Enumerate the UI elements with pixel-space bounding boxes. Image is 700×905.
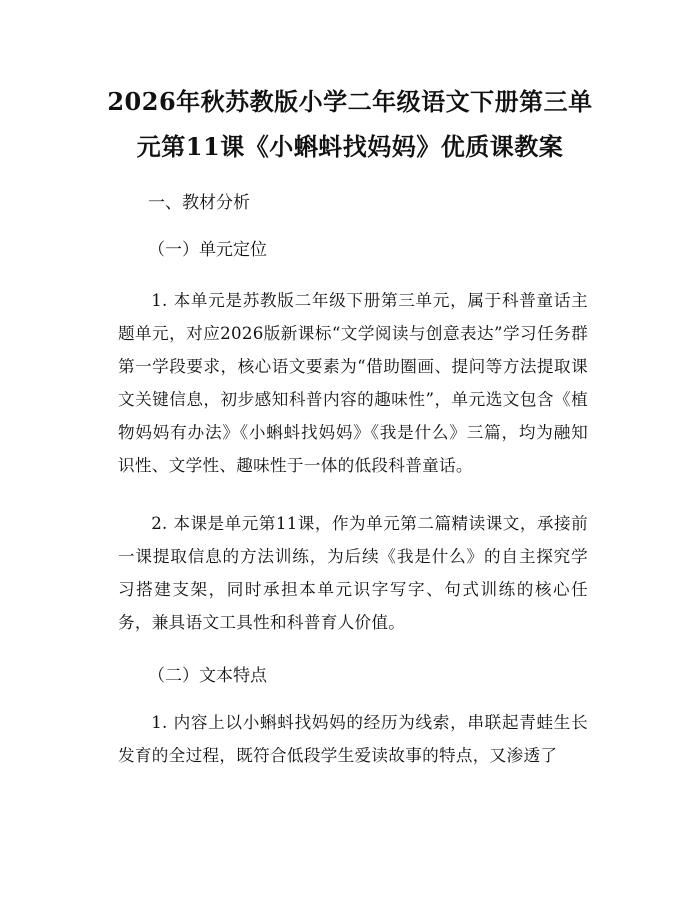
paragraph-lesson-role: 2. 本课是单元第11课，作为单元第二篇精读课文，承接前一课提取信息的方法训练，为后续《我是什么》的自主探究学习搭建支架，同时承担本单元识字写字、句式训练的核心任务，兼具语文工具性和科普育人价值。 [118, 514, 588, 632]
document-title-line-1: 2026年秋苏教版小学二年级语文下册第三单 [107, 87, 593, 116]
document-title-line-2: 元第11课《小蝌蚪找妈妈》优质课教案 [136, 132, 564, 161]
section-heading-textbook-analysis: 一、教材分析 [148, 193, 250, 213]
subsection-heading-text-features: （二）文本特点 [148, 666, 267, 686]
subsection-heading-unit-positioning: （一）单元定位 [148, 240, 267, 260]
paragraph-content-features: 1. 内容上以小蝌蚪找妈妈的经历为线索，串联起青蛙生长发育的全过程，既符合低段学生爱读故事的特点，又渗透了 [118, 713, 588, 765]
paragraph-unit-overview: 1. 本单元是苏教版二年级下册第三单元，属于科普童话主题单元，对应2026版新课标“文学阅读与创意表达”学习任务群第一学段要求，核心语文要素为“借助圈画、提问等方法提取课文关键信息，初步感知科普内容的趣味性”，单元选文包含《植物妈妈有办法》《小蝌蚪找妈妈》《我是什么》三篇，均为融知识性、文学性、趣味性于一体的低段科普童话。 [118, 291, 588, 475]
